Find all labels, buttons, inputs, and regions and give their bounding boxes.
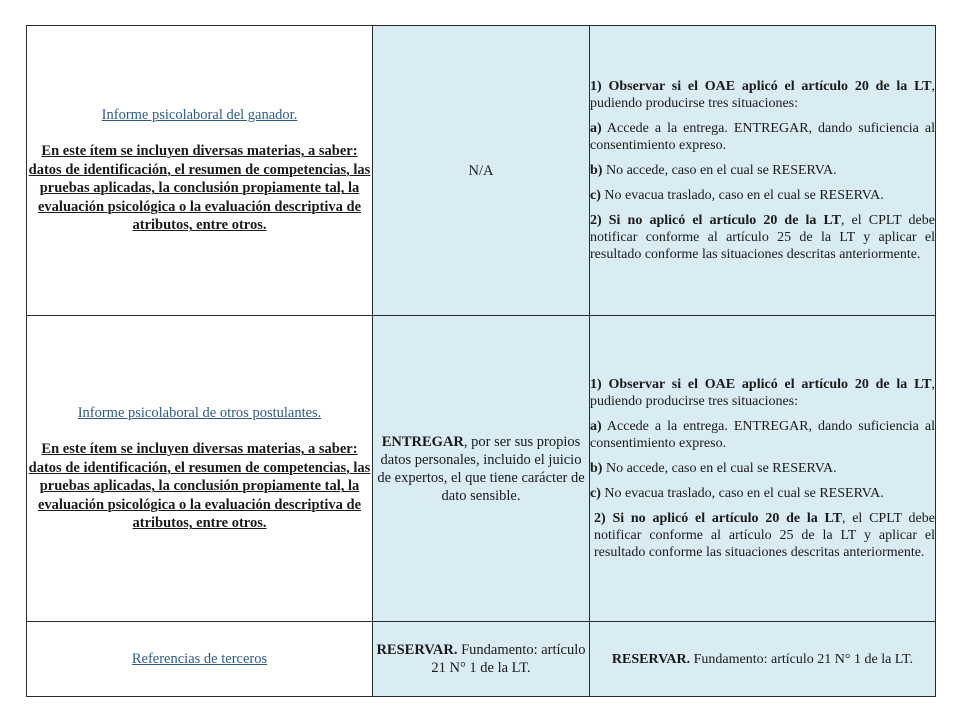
row1-point-b-rest: No accede, caso en el cual se RESERVA. <box>602 163 837 178</box>
row2-point-c-rest: No evacua traslado, caso en el cual se RESERVA. <box>600 486 884 501</box>
row1-point-1-bold: 1) Observar si el OAE aplicó el artículo 20 de la LT <box>590 79 932 94</box>
row1-point-a-rest: Accede a la entrega. ENTREGAR, dando suficiencia al consentimiento expreso. <box>590 121 935 153</box>
row2-middle-text <box>377 434 584 504</box>
row1-point-2 <box>590 212 935 263</box>
row1-point-c-rest: No evacua traslado, caso en el cual se RESERVA. <box>600 188 884 203</box>
row1-description: En este ítem se incluyen diversas materias, a saber: datos de identificación, el resumen de competencias, las pruebas aplicadas, la conclusión propiamente tal, la evaluación psicológica o la evaluación descriptiva de atributos, entre otros. <box>28 143 371 234</box>
table-row <box>27 622 936 697</box>
row1-left-cell <box>27 26 373 316</box>
row1-point-b-bold: b) <box>590 163 603 178</box>
row3-right-cell <box>590 622 936 697</box>
row2-point-a-rest: Accede a la entrega. ENTREGAR, dando suficiencia al consentimiento expreso. <box>590 419 935 451</box>
row3-left-cell <box>27 622 373 697</box>
row1-point-1-rest: , pudiendo producirse tres situaciones: <box>590 79 935 111</box>
row2-point-1-bold: 1) Observar si el OAE aplicó el artículo 20 de la LT <box>590 377 932 392</box>
table-row <box>27 26 936 316</box>
row3-right-rest: Fundamento: artículo 21 N° 1 de la LT. <box>690 651 914 667</box>
row2-middle-bold: ENTREGAR <box>381 433 464 450</box>
row1-middle-cell <box>373 26 590 316</box>
row3-middle-text <box>376 642 585 676</box>
table-row <box>27 316 936 622</box>
row3-right-text <box>590 651 935 668</box>
row1-point-c-bold: c) <box>590 188 601 203</box>
row2-point-1 <box>590 376 935 410</box>
row1-right-cell <box>590 26 936 316</box>
row2-middle-cell <box>373 316 590 622</box>
row1-point-a <box>590 120 935 154</box>
row2-point-c <box>590 485 935 502</box>
row1-point-c <box>590 187 935 204</box>
content-table <box>26 25 936 697</box>
row1-point-2-rest: , el CPLT debe notificar conforme al artículo 25 de la LT y aplicar el resultado conforme las situaciones descritas anteriormente. <box>590 213 935 262</box>
row3-title-link[interactable]: Referencias de terceros <box>131 651 268 667</box>
row2-point-1-rest: , pudiendo producirse tres situaciones: <box>590 377 935 409</box>
row2-point-b-bold: b) <box>590 461 603 476</box>
row3-right-bold: RESERVAR. <box>611 651 691 667</box>
row2-point-2-bold: 2) Si no aplicó el artículo 20 de la LT <box>594 511 842 526</box>
row3-middle-cell <box>373 622 590 697</box>
row2-point-a <box>590 418 935 452</box>
row2-description: En este ítem se incluyen diversas materias, a saber: datos de identificación, el resumen de competencias, las pruebas aplicadas, la conclusión propiamente tal, la evaluación psicológica o la evaluación descriptiva de atributos, entre otros. <box>28 441 371 532</box>
row3-middle-rest: Fundamento: artículo 21 N° 1 de la LT. <box>431 642 586 676</box>
row1-point-b <box>590 162 935 179</box>
row2-left-cell <box>27 316 373 622</box>
row2-point-b-rest: No accede, caso en el cual se RESERVA. <box>602 461 837 476</box>
row1-point-1 <box>590 78 935 112</box>
row2-point-a-bold: a) <box>590 419 602 434</box>
row2-point-c-bold: c) <box>590 486 601 501</box>
row3-middle-bold: RESERVAR. <box>376 642 458 658</box>
row1-point-a-bold: a) <box>590 121 602 136</box>
row2-point-2-rest: , el CPLT debe notificar conforme al artículo 25 de la LT y aplicar el resultado conforme las situaciones descritas anteriormente. <box>594 511 935 560</box>
row2-middle-rest: , por ser sus propios datos personales, incluido el juicio de expertos, el que tiene carácter de dato sensible. <box>377 433 585 504</box>
row2-title-link[interactable]: Informe psicolaboral de otros postulantes. <box>77 405 322 422</box>
row1-middle-text: N/A <box>468 162 494 179</box>
row1-point-2-bold: 2) Si no aplicó el artículo 20 de la LT <box>590 213 841 228</box>
row1-title-link[interactable]: Informe psicolaboral del ganador. <box>101 107 298 124</box>
row2-point-b <box>590 460 935 477</box>
row2-right-cell <box>590 316 936 622</box>
row2-point-2 <box>590 510 935 561</box>
